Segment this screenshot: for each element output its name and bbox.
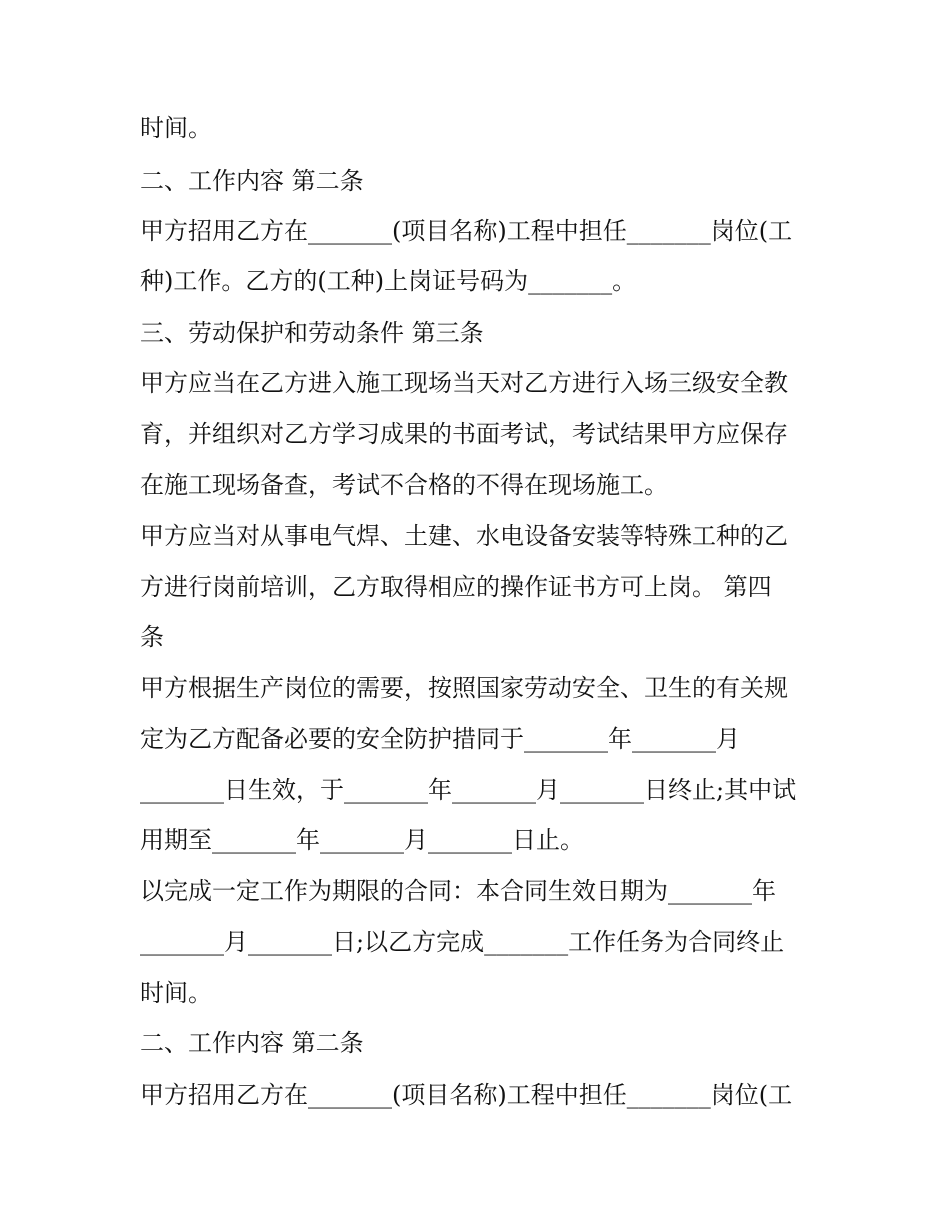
text-line: 时间。 <box>140 979 212 1007</box>
text-line: 用期至_______年_______月_______日止。 <box>140 826 584 854</box>
text-line: 甲方招用乙方在_______(项目名称)工程中担任_______岗位(工 <box>140 1081 793 1109</box>
section-heading: 二、工作内容 第二条 <box>140 1029 364 1057</box>
text-line: 定为乙方配备必要的安全防护措同于_______年_______月 <box>140 725 740 753</box>
text-line: 在施工现场备查，考试不合格的不得在现场施工。 <box>140 471 668 499</box>
text-line: 种)工作。乙方的(工种)上岗证号码为_______。 <box>140 267 637 295</box>
section-heading: 三、劳动保护和劳动条件 第三条 <box>140 319 484 347</box>
text-line: 甲方应当对从事电气焊、土建、水电设备安装等特殊工种的乙 <box>140 522 788 550</box>
text-line: 时间。 <box>140 114 212 142</box>
text-line: _______日生效，于_______年_______月_______日终止;其中试 <box>140 776 797 804</box>
text-line: 甲方根据生产岗位的需要，按照国家劳动安全、卫生的有关规 <box>140 674 788 702</box>
text-line: _______月_______日;以乙方完成_______工作任务为合同终止 <box>140 928 785 956</box>
text-line: 甲方应当在乙方进入施工现场当天对乙方进行入场三级安全教 <box>140 369 788 397</box>
text-line: 方进行岗前培训，乙方取得相应的操作证书方可上岗。 第四 <box>140 573 772 601</box>
text-line: 育，并组织对乙方学习成果的书面考试，考试结果甲方应保存 <box>140 420 788 448</box>
text-line: 甲方招用乙方在_______(项目名称)工程中担任_______岗位(工 <box>140 217 793 245</box>
text-line: 条 <box>140 623 164 651</box>
section-heading: 二、工作内容 第二条 <box>140 167 364 195</box>
text-line: 以完成一定工作为期限的合同：本合同生效日期为_______年 <box>140 877 776 905</box>
